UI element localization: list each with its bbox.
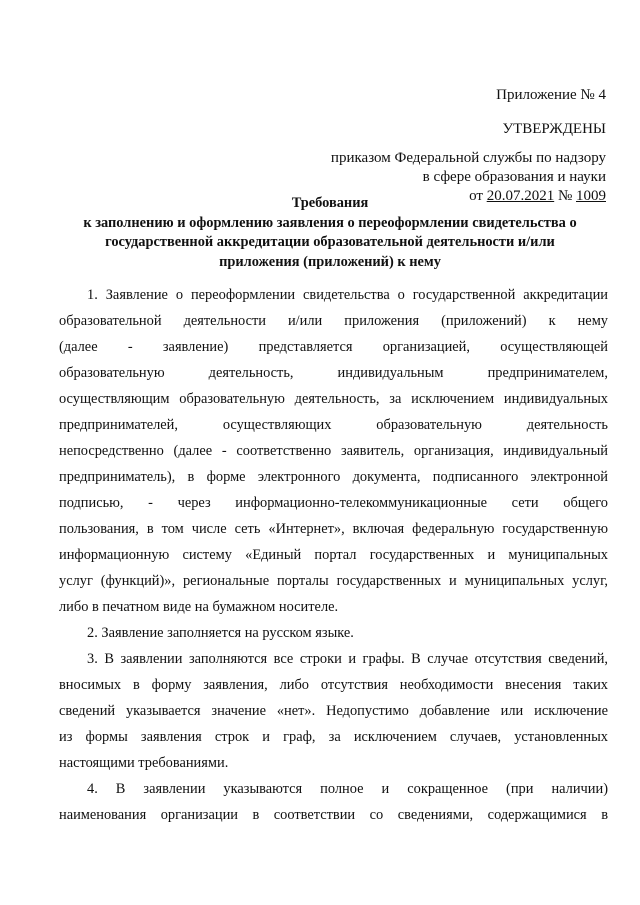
paragraph-line: образовательную деятельность, индивидуальным предпринимателем, [59, 365, 608, 381]
paragraph-line: информационную систему «Единый портал государственных и муниципальных [59, 547, 608, 563]
appendix-number: Приложение № 4 [496, 87, 606, 103]
paragraph-line: сведений указывается значение «нет». Недопустимо добавление или исключение [59, 703, 608, 719]
approved-label: УТВЕРЖДЕНЫ [502, 121, 606, 137]
paragraph-line: предприниматель), в форме электронного документа, подписанного электронной [59, 469, 608, 485]
paragraph-line: настоящими требованиями. [59, 755, 229, 771]
paragraph-line: 1. Заявление о переоформлении свидетельства о государственной аккредитации [87, 287, 608, 303]
paragraph-line: 4. В заявлении указываются полное и сокращенное (при наличии) [87, 781, 608, 797]
paragraph-line: (далее - заявление) представляется организацией, осуществляющей [59, 339, 608, 355]
order-date: 20.07.2021 [486, 188, 555, 204]
paragraph-line: подписью, - через информационно-телекоммуникационные сети общего [59, 495, 608, 511]
paragraph-line: осуществляющим образовательную деятельность, за исключением индивидуальных [59, 391, 608, 407]
order-date-number: от 20.07.2021 № 1009 [469, 188, 606, 204]
paragraph-line: наименования организации в соответствии со сведениями, содержащимися в [59, 807, 608, 823]
paragraph-line: 2. Заявление заполняется на русском языке. [87, 625, 354, 641]
paragraph-line: 3. В заявлении заполняются все строки и графы. В случае отсутствия сведений, [87, 651, 608, 667]
paragraph-line: предпринимателей, осуществляющих образовательную деятельность [59, 417, 608, 433]
paragraph-line: вносимых в форму заявления, либо отсутствия необходимости внесения таких [59, 677, 608, 693]
document-body [59, 282, 608, 828]
paragraph-line: образовательной деятельности и/или приложения (приложений) к нему [59, 313, 608, 329]
order-line-2: в сфере образования и науки [422, 169, 606, 185]
document-title: Требования к заполнению и оформлению заявления о переоформлении свидетельства о государственной аккредитации образовательной деятельности и/или приложения (приложений) к нему [83, 195, 577, 270]
paragraph-line: из формы заявления строк и граф, за исключением случаев, установленных [59, 729, 608, 745]
paragraph-line: услуг (функций)», региональные порталы государственных и муниципальных услуг, [59, 573, 608, 589]
paragraph-line: либо в печатном виде на бумажном носителе. [59, 599, 339, 615]
order-number: 1009 [576, 188, 606, 204]
paragraph-line: пользования, в том числе сеть «Интернет», включая федеральную государственную [59, 521, 608, 537]
order-line-1: приказом Федеральной службы по надзору [330, 150, 606, 166]
paragraph-line: непосредственно (далее - соответственно заявитель, организация, индивидуальный [59, 443, 608, 459]
